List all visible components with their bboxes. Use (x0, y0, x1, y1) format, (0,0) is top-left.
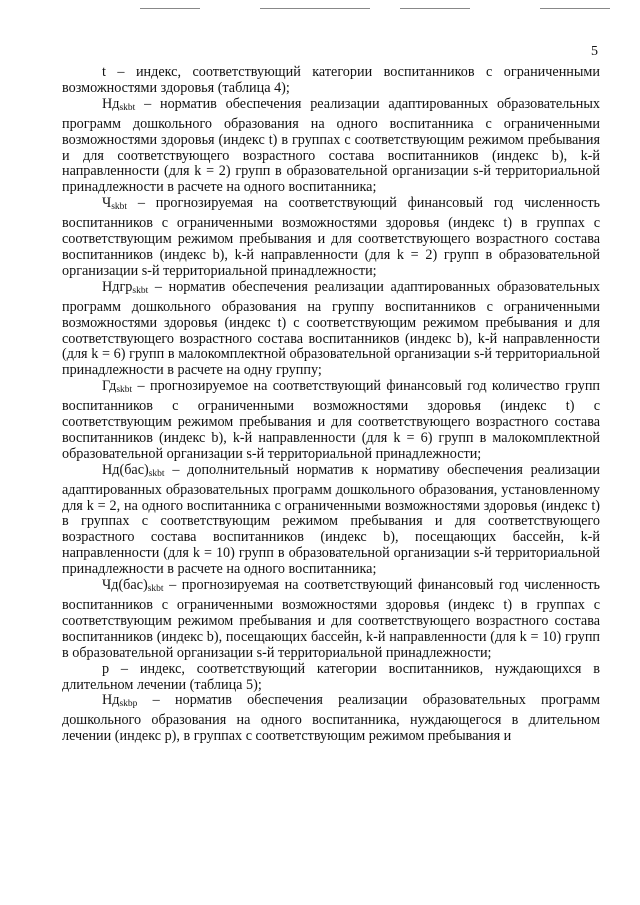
symbol: Чд(бас) (102, 577, 148, 594)
scan-artifact-line (260, 8, 370, 9)
scan-artifact-line (400, 8, 470, 9)
paragraph-text: – прогнозируемое на соответствующий финансовый год количество групп воспитанников с ограниченными возможностями здоровья (индекс t) с соответствующим режимом пребывания и для соответствующего возрастного состава воспитанников (индекс b), k-й направленности (для k = 6) групп в малокомплектной образовательной организации s-й территориальной принадлежности; (62, 378, 600, 462)
paragraph (62, 662, 600, 694)
paragraph (62, 97, 600, 196)
symbol-subscript: skbt (148, 468, 165, 479)
paragraph (62, 693, 600, 745)
scan-artifact-line (540, 8, 610, 9)
symbol-subscript: skbt (116, 385, 133, 396)
paragraph-text: – норматив обеспечения реализации адаптированных образовательных программ дошкольного образования на одного воспитанника с ограниченными возможностями здоровья (индекс t) в группах с соответствующим режимом пребывания и для соответствующего возрастного состава воспитанников (индекс b), k-й направленности (для k = 2) групп в образовательной организации s-й территориальной принадлежности в расчете на одного воспитанника; (62, 95, 600, 196)
symbol-subscript: skbt (132, 285, 149, 296)
paragraph (62, 65, 600, 97)
paragraph-text: t – индекс, соответствующий категории воспитанников с ограниченными возможностями здоровья (таблица 4); (62, 64, 600, 96)
symbol-subscript: skbt (119, 102, 136, 113)
paragraph-text: – дополнительный норматив к нормативу обеспечения реализации адаптированных образовательных программ дошкольного образования, установленному для k = 2, на одного воспитанника с ограниченными возможностями здоровья (индекс t) в группах с соответствующим режимом пребывания и для соответствующего возрастного состава воспитанников (индекс b), посещающих бассейн, k-й направленности (для k = 10) групп в образовательной организации s-й территориальной принадлежности в расчете на одного воспитанника; (62, 461, 600, 578)
symbol: Ндгр (102, 278, 133, 295)
scan-artifact-line (140, 8, 200, 9)
paragraph-text: – норматив обеспечения реализации адаптированных образовательных программ дошкольного образования на группу воспитанников с ограниченными возможностями здоровья (индекс t) с соответствующим режимом пребывания и для соответствующего возрастного состава воспитанников (индекс b), k-й направленности (для k = 6) групп в малокомплектной образовательной организации s-й территориальной принадлежности в расчете на одну группу; (62, 278, 600, 379)
symbol-subscript: skbt (147, 584, 164, 595)
paragraph (62, 379, 600, 463)
paragraph (62, 463, 600, 578)
paragraph-text: р – индекс, соответствующий категории воспитанников, нуждающихся в длительном лечении (таблица 5); (62, 660, 600, 693)
symbol-subscript: skbt (111, 202, 128, 213)
symbol: Нд (102, 95, 120, 112)
symbol: Гд (102, 378, 117, 395)
symbol-subscript: skbp (119, 699, 138, 710)
document-body (62, 65, 600, 745)
paragraph-text: – норматив обеспечения реализации образовательных программ дошкольного образования на одного воспитанника, нуждающегося в длительном лечении (индекс р), в группах с соответствующим режимом пребывания и (62, 692, 600, 745)
paragraph (62, 280, 600, 379)
symbol: Нд(бас) (102, 461, 149, 478)
paragraph-text: – прогнозируемая на соответствующий финансовый год численность воспитанников с ограниченными возможностями здоровья (индекс t) в группах с соответствующим режимом пребывания и для соответствующего возрастного состава воспитанников (индекс b), посещающих бассейн, k-й направленности (для k = 10) групп в образовательной организации s-й территориальной принадлежности; (62, 577, 600, 661)
page-number: 5 (591, 44, 598, 59)
paragraph (62, 196, 600, 280)
paragraph (62, 578, 600, 662)
symbol: Нд (102, 692, 120, 709)
symbol: Ч (102, 195, 112, 212)
paragraph-text: – прогнозируемая на соответствующий финансовый год численность воспитанников с ограниченными возможностями здоровья (индекс t) в группах с соответствующим режимом пребывания и для соответствующего возрастного состава воспитанников (индекс b), k-й направленности (для k = 2) групп в образовательной организации s-й территориальной принадлежности; (62, 195, 600, 279)
